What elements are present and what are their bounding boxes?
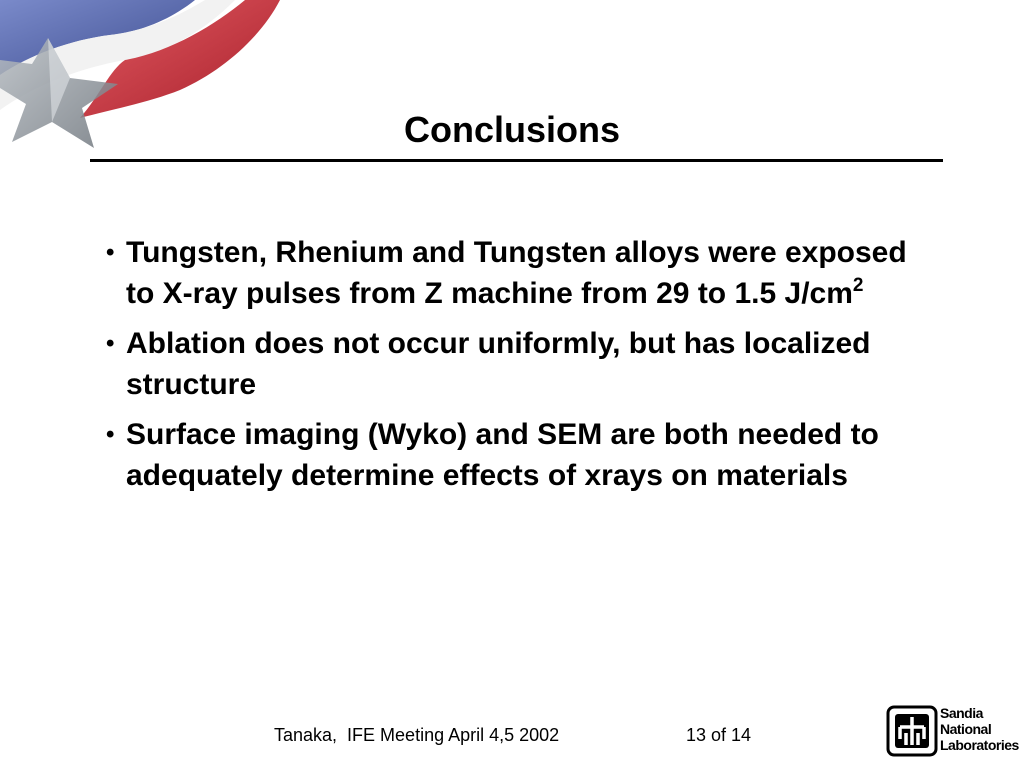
bullet-text: Ablation does not occur uniformly, but has localized structure [126,327,871,401]
sandia-thunderbird-icon [886,705,938,757]
logo-line: Sandia [940,705,983,721]
bullet-dot-icon: • [106,239,115,266]
bullet-item [100,323,940,405]
bullet-dot-icon: • [106,421,115,448]
footer-meeting-text: Tanaka, IFE Meeting April 4,5 2002 [274,725,560,745]
footer-page-number: 13 of 14 [686,725,752,745]
bullet-text: Surface imaging (Wyko) and SEM are both needed to adequately determine effects of xrays on materials [126,418,879,492]
sandia-logo [884,703,1019,759]
slide-title: Conclusions [403,109,621,150]
logo-text [940,705,1019,753]
logo-line: National [940,721,992,737]
superscript: 2 [852,275,864,296]
logo-line: Laboratories [940,737,1019,753]
bullet-item [100,232,940,314]
bullet-list [100,232,940,505]
title-divider [90,159,943,162]
bullet-text: Tungsten, Rhenium and Tungsten alloys were exposed to X-ray pulses from Z machine from 29 to 1.5 J/cm [126,236,907,310]
bullet-dot-icon: • [106,330,115,357]
bullet-item [100,414,940,496]
